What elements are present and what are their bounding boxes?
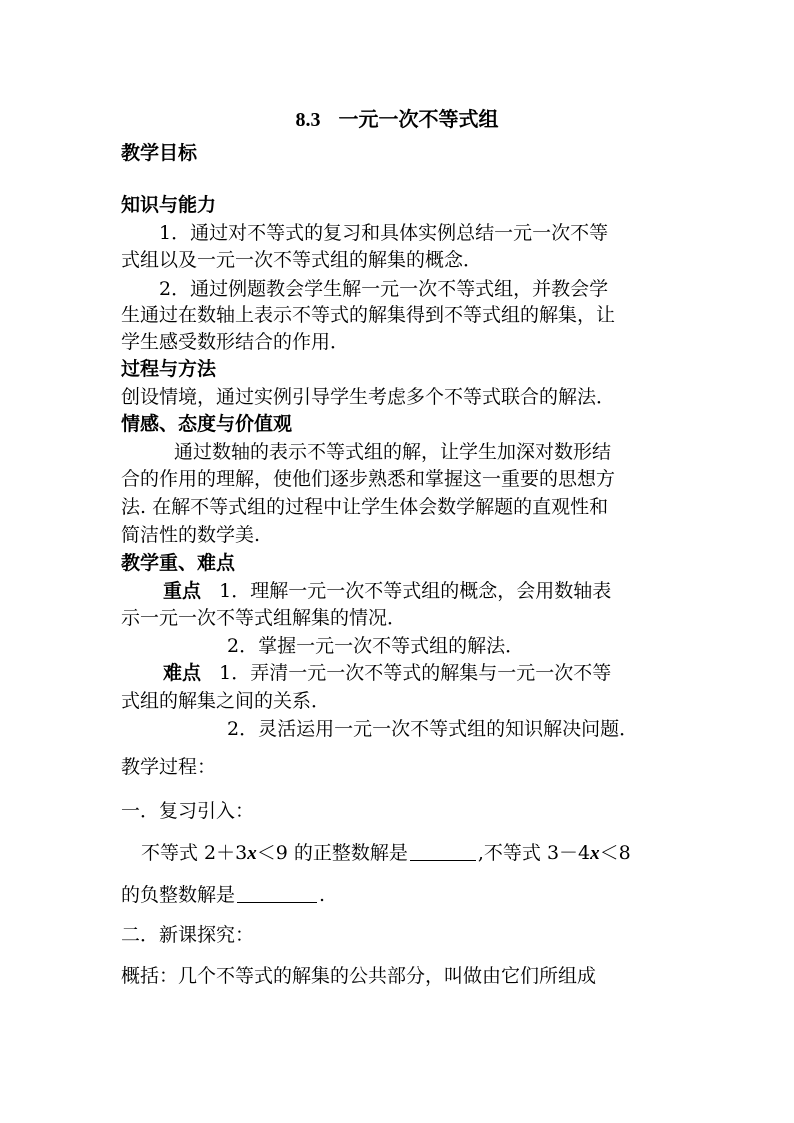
key-point-item1b: 示一元一次不等式组解集的情况． <box>121 607 407 629</box>
emotion-line3: 法. 在解不等式组的过程中让学生体会数学解题的直观性和 <box>121 496 609 518</box>
page-title <box>0 106 794 133</box>
section-number: 8.3 <box>295 109 321 131</box>
knowledge-p1-line1: 1．通过对不等式的复习和具体实例总结一元一次不等 <box>159 222 609 244</box>
answer-blank-1[interactable] <box>410 842 476 861</box>
difficult-point-item1b: 式组的解集之间的关系． <box>121 690 331 712</box>
review-question-line1 <box>121 840 677 867</box>
heading-knowledge: 知识与能力 <box>121 194 217 216</box>
key-point-line1 <box>121 578 677 604</box>
heading-emotion: 情感、态度与价值观 <box>121 413 293 435</box>
key-point-label: 重点 <box>163 580 202 602</box>
heading-process-method: 过程与方法 <box>121 358 217 380</box>
variable-x-2: x <box>590 843 600 864</box>
review-question-line2 <box>121 882 677 908</box>
process-method-line1: 创设情境，通过实例引导学生考虑多个不等式联合的解法． <box>121 386 616 408</box>
question-part-a: 不等式 2＋3 <box>141 842 248 864</box>
difficult-point-line1 <box>121 660 677 686</box>
heading-teaching-goals: 教学目标 <box>121 142 198 164</box>
heading-review: 一．复习引入： <box>121 800 255 822</box>
question-part-b: ＜9 的正整数解是 <box>256 842 408 864</box>
knowledge-p2-line1: 2．通过例题教会学生解一元一次不等式组，并教会学 <box>159 278 609 300</box>
answer-blank-2[interactable] <box>237 884 317 903</box>
difficult-point-label: 难点 <box>163 662 202 684</box>
variable-x: x <box>247 843 257 864</box>
knowledge-p1-line2: 式组以及一元一次不等式组的解集的概念． <box>121 249 483 271</box>
question-part-d: ＜8 <box>599 842 631 864</box>
key-point-item1a: 1．理解一元一次不等式组的概念，会用数轴表 <box>219 580 612 602</box>
emotion-line4: 简洁性的数学美. <box>121 524 261 546</box>
question-part-f: . <box>319 884 326 906</box>
question-part-c: ,不等式 3－4 <box>477 842 591 864</box>
emotion-line1: 通过数轴的表示不等式组的解，让学生加深对数形结 <box>174 441 612 463</box>
heading-key-difficult: 教学重、难点 <box>121 552 236 574</box>
knowledge-p2-line2: 生通过在数轴上表示不等式的解集得到不等式组的解集，让 <box>121 304 616 326</box>
title-text: 一元一次不等式组 <box>338 107 499 131</box>
knowledge-p2-line3: 学生感受数形结合的作用． <box>121 331 350 353</box>
heading-teaching-process: 教学过程： <box>121 756 217 778</box>
emotion-line2: 合的作用的理解，使他们逐步熟悉和掌握这一重要的思想方 <box>121 468 616 490</box>
question-part-e: 的负整数解是 <box>121 884 236 906</box>
explore-summary: 概括：几个不等式的解集的公共部分，叫做由它们所组成 <box>121 965 597 987</box>
difficult-point-item2: 2．灵活运用一元一次不等式组的知识解决问题． <box>227 718 639 740</box>
heading-explore: 二．新课探究： <box>121 924 255 946</box>
key-point-item2: 2．掌握一元一次不等式组的解法． <box>227 635 525 657</box>
difficult-point-item1a: 1．弄清一元一次不等式的解集与一元一次不等 <box>219 662 612 684</box>
